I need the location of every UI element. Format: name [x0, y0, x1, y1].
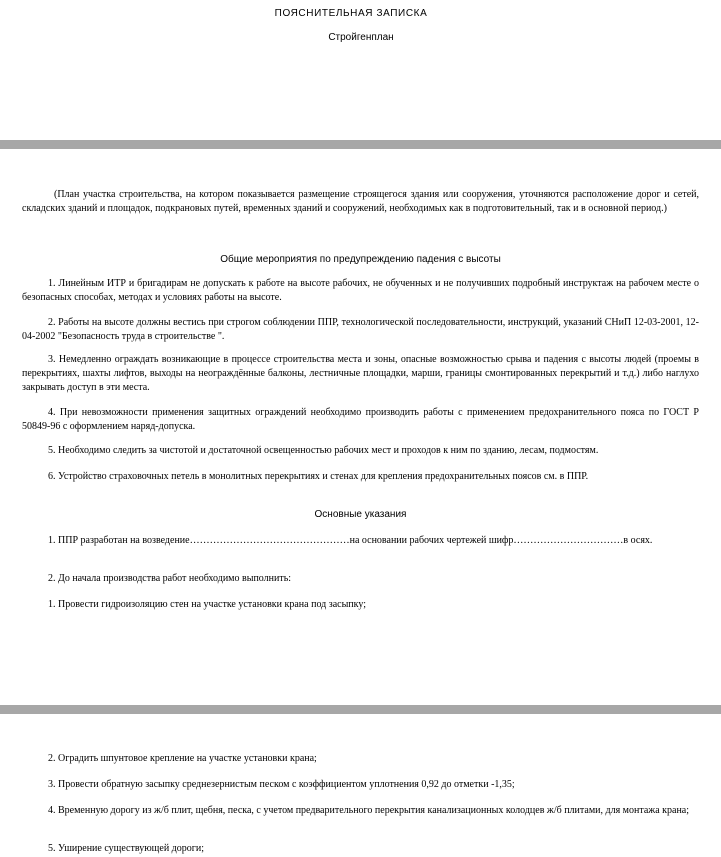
list-item: 6. Устройство страховочных петель в монолитных перекрытиях и стенах для крепления предохранительных поясов см. в ППР. — [48, 471, 589, 482]
list-item: 1. ППР разработан на возведение…………………………………………на основании рабочих чертежей шифр……………………………в осях. — [48, 535, 653, 546]
fall-prevention-heading: Общие мероприятия по предупреждению падения с высоты — [220, 254, 501, 265]
list-item: 2. Работы на высоте должны вестись при строгом соблюдении ППР, технологической последовательности, инструкций, указаний СНиП 12-03-2001, 12-04-2002 "Безопасность труда в строительстве ". — [22, 317, 699, 342]
list-item: 4. При невозможности применения защитных ограждений необходимо производить работы с применением предохранительного пояса по ГОСТ Р 50849-96 с оформлением наряд-допуска. — [22, 407, 699, 432]
page-break-separator — [0, 705, 721, 714]
list-item: 4. Временную дорогу из ж/б плит, щебня, песка, с учетом предварительного перекрытия канализационных колодцев ж/б плитами, для монтажа крана; — [48, 805, 690, 816]
list-item: 5. Необходимо следить за чистотой и достаточной освещенностью рабочих мест и проходов к ним по зданию, лесам, подмостям. — [48, 445, 599, 456]
document-title: ПОЯСНИТЕЛЬНАЯ ЗАПИСКА — [274, 8, 428, 19]
list-item: 1. Провести гидроизоляцию стен на участке установки крана под засыпку; — [48, 599, 367, 610]
page-break-separator — [0, 140, 721, 149]
intro-paragraph: (План участка строительства, на котором показывается размещение строящегося здания или сооружения, уточняются расположение дорог и сетей, складских зданий и площадок, подкрановых путей, временных зданий и сооружений, необходимых как в подготовительный, так и в основной период.) — [22, 189, 699, 214]
list-item: 5. Уширение существующей дороги; — [48, 843, 204, 854]
list-item: 1. Линейным ИТР и бригадирам не допускать к работе на высоте рабочих, не обученных и не получивших подробный инструктаж на рабочем месте о безопасных способах, методах и условиях работы на высоте. — [22, 278, 699, 303]
document-subtitle: Стройгенплан — [328, 32, 394, 43]
list-item: 2. Оградить шпунтовое крепление на участке установки крана; — [48, 753, 317, 764]
list-item: 3. Провести обратную засыпку среднезернистым песком с коэффициентом уплотнения 0,92 до отметки -1,35; — [48, 779, 515, 790]
list-item: 2. До начала производства работ необходимо выполнить: — [48, 573, 292, 584]
list-item: 3. Немедленно ограждать возникающие в процессе строительства места и зоны, опасные возможностью срыва и падения с высоты людей (проемы в перекрытиях, шахты лифтов, выходы на неограждённые балконы, лестничные площадки, марши, границы смонтированных перекрытий и т.д.) либо наглухо закрывать доступ в эти места. — [22, 354, 699, 393]
main-instructions-heading: Основные указания — [314, 509, 407, 520]
